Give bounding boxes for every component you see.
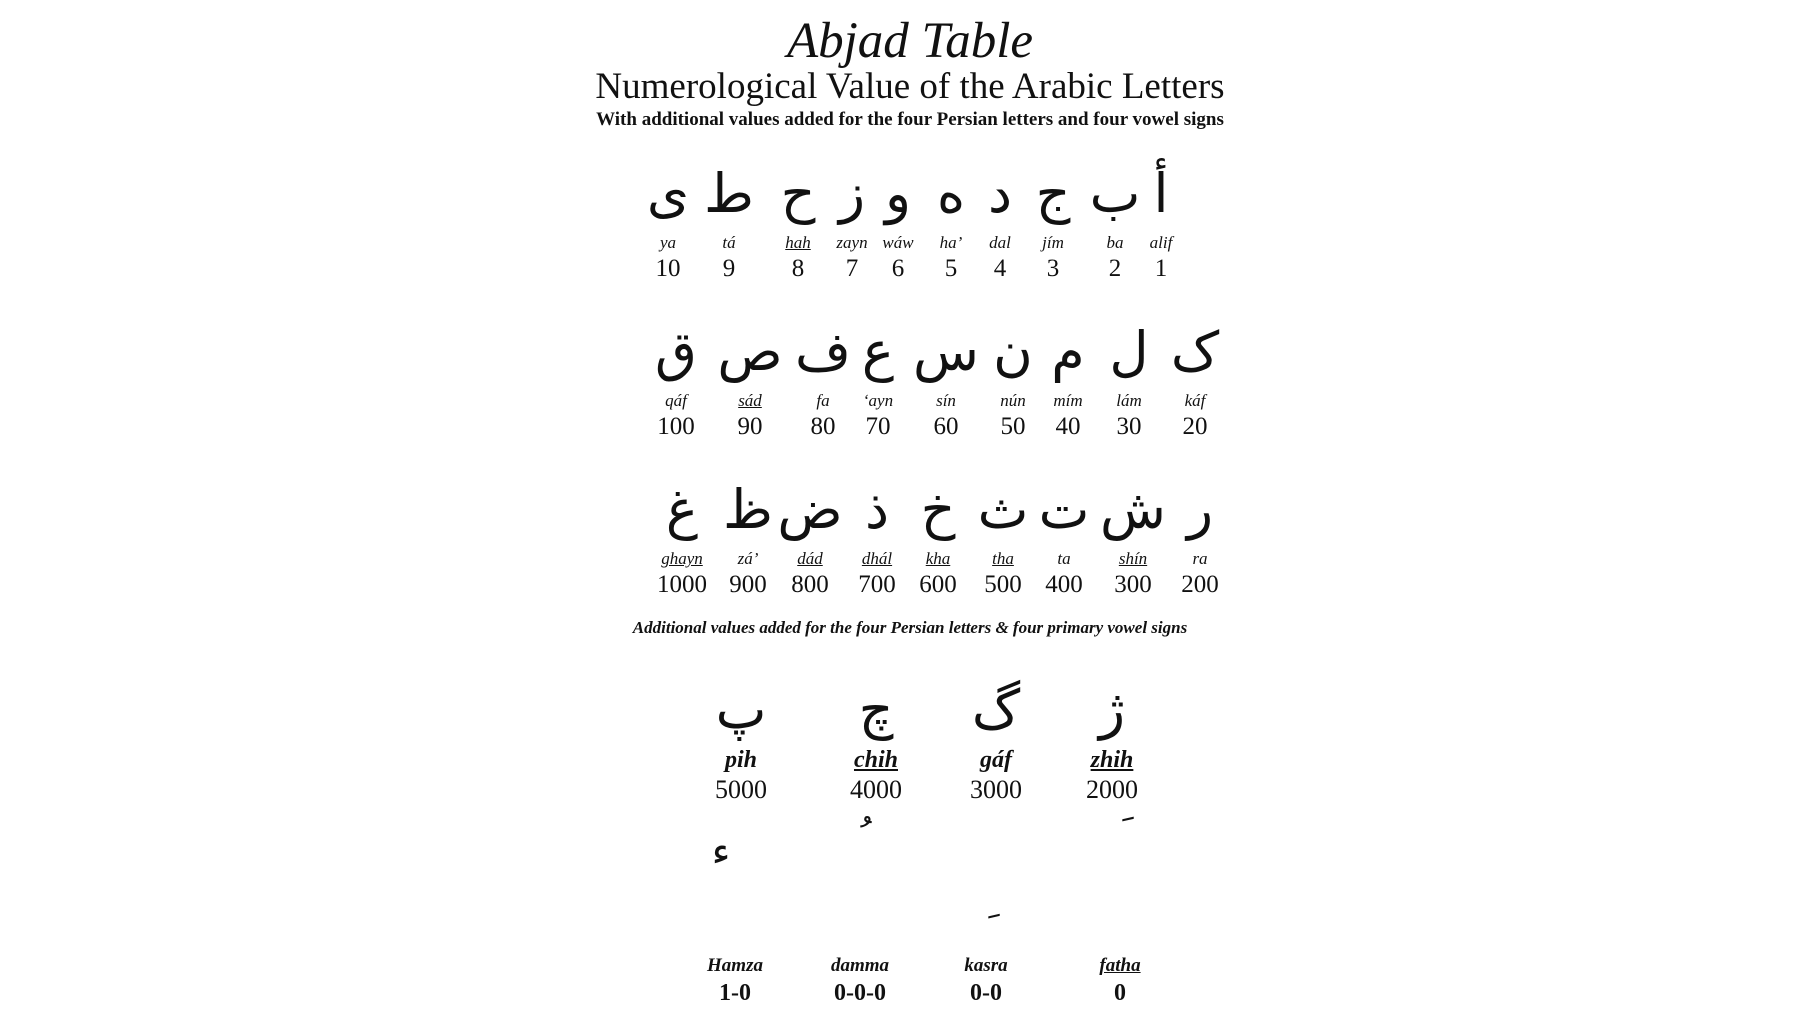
letter-value: 2 (1108, 255, 1122, 282)
vowel-value: 1-0 (719, 980, 751, 1006)
vowel-name: damma (830, 955, 890, 976)
persian-transliteration: chih (853, 747, 898, 773)
vowel-name: fatha (1099, 955, 1141, 976)
arabic-letter: خ (920, 478, 956, 541)
vowel-name: kasra (964, 955, 1008, 976)
letter-value: 70 (865, 413, 891, 440)
letter-value: 200 (1181, 571, 1219, 598)
letter-value: 60 (933, 413, 959, 440)
arabic-letter: ه (936, 162, 966, 225)
arabic-letter: ج (1035, 162, 1071, 225)
letter-transliteration: lám (1116, 391, 1142, 410)
persian-transliteration: pih (724, 747, 757, 773)
persian-value: 2000 (1086, 775, 1138, 804)
letter-transliteration: káf (1184, 391, 1206, 410)
arabic-letter: ب (1089, 162, 1141, 225)
letter-value: 300 (1114, 571, 1152, 598)
vowel-cell (790, 954, 930, 1008)
arabic-letter: ش (1100, 478, 1166, 541)
vowel-value: 0-0 (970, 980, 1002, 1006)
letter-value: 10 (655, 255, 681, 282)
kasra-sign (954, 880, 1014, 920)
letter-transliteration: ghayn (661, 549, 703, 568)
letter-value: 50 (1000, 413, 1026, 440)
letter-transliteration: ra (1192, 549, 1208, 568)
letter-value: 80 (810, 413, 836, 440)
persian-letter-cell (1042, 678, 1182, 806)
vowel-cell (916, 954, 1056, 1008)
hamza-sign: ء (711, 829, 731, 875)
arabic-letter: د (987, 162, 1013, 225)
arabic-letter: ن (993, 320, 1033, 383)
letter-cell (1150, 320, 1240, 442)
arabic-letter: ع (861, 320, 895, 383)
vowel-cell (665, 954, 805, 1008)
persian-value: 3000 (970, 775, 1022, 804)
arabic-letter: ک (1170, 320, 1220, 383)
letter-value: 900 (729, 571, 767, 598)
letter-transliteration: nún (1000, 391, 1026, 410)
letter-transliteration: jím (1042, 233, 1064, 252)
letter-transliteration: tha (992, 549, 1014, 568)
persian-value: 5000 (715, 775, 767, 804)
letter-value: 40 (1055, 413, 1081, 440)
persian-transliteration: zhih (1090, 747, 1134, 773)
page-title: Abjad Table (786, 13, 1034, 69)
arabic-letter: و (884, 162, 912, 225)
letter-value: 6 (891, 255, 905, 282)
letter-transliteration: alif (1149, 233, 1173, 252)
arabic-letter: ض (777, 478, 843, 541)
fatha-sign (1088, 812, 1148, 852)
letter-value: 3 (1046, 255, 1060, 282)
letter-value: 500 (984, 571, 1022, 598)
arabic-letter: ث (977, 478, 1029, 541)
letter-value: 20 (1182, 413, 1208, 440)
letter-value: 600 (919, 571, 957, 598)
letter-transliteration: zá’ (737, 549, 759, 568)
letter-value: 4 (993, 255, 1007, 282)
letter-value: 5 (944, 255, 958, 282)
letter-transliteration: ta (1057, 549, 1071, 568)
arabic-letter: ذ (864, 478, 890, 541)
letter-transliteration: ba (1106, 233, 1124, 252)
vowel-cell (1050, 954, 1190, 1008)
letter-value: 800 (791, 571, 829, 598)
persian-letter: پ (715, 678, 767, 741)
letter-transliteration: dád (797, 549, 823, 568)
arabic-letter: ف (795, 320, 851, 383)
letter-cell (1116, 162, 1206, 284)
intro-note: With additional values added for the four Persian letters and four vowel signs (596, 109, 1224, 130)
letter-transliteration: hah (785, 233, 811, 252)
arabic-letter: ز (838, 162, 866, 225)
letter-value: 30 (1116, 413, 1142, 440)
additional-values-note: Additional values added for the four Persian letters & four primary vowel signs (632, 618, 1188, 637)
letter-transliteration: ‘ayn (862, 391, 894, 410)
vowel-value: 0-0-0 (834, 980, 886, 1006)
arabic-letter: ح (780, 162, 816, 225)
damma-sign (826, 818, 886, 858)
letter-cell (1155, 478, 1245, 600)
persian-letter: گ (971, 678, 1021, 741)
letter-value: 1 (1154, 255, 1168, 282)
letter-value: 1000 (657, 571, 707, 598)
letter-transliteration: qáf (665, 391, 687, 410)
persian-transliteration: gáf (980, 747, 1012, 773)
arabic-letter: ی (646, 162, 690, 225)
letter-transliteration: ya (659, 233, 677, 252)
letter-value: 8 (791, 255, 805, 282)
persian-letter-cell (806, 678, 946, 806)
letter-value: 700 (858, 571, 896, 598)
letter-value: 9 (722, 255, 736, 282)
arabic-letter: س (913, 320, 979, 383)
letter-transliteration: mím (1053, 391, 1083, 410)
vowel-value: 0 (1114, 980, 1126, 1006)
arabic-letter: ل (1109, 320, 1149, 383)
arabic-letter: ت (1038, 478, 1090, 541)
letter-transliteration: shín (1118, 549, 1148, 568)
letter-transliteration: kha (925, 549, 951, 568)
arabic-letter: غ (665, 478, 699, 541)
letter-value: 7 (845, 255, 859, 282)
persian-value: 4000 (850, 775, 902, 804)
letter-transliteration: fa (816, 391, 830, 410)
arabic-letter: ط (704, 162, 754, 225)
persian-letter: چ (858, 678, 894, 741)
letter-transliteration: dal (989, 233, 1011, 252)
letter-transliteration: wáw (882, 233, 914, 252)
letter-value: 90 (737, 413, 763, 440)
letter-transliteration: dhál (861, 549, 893, 568)
arabic-letter: أ (1153, 162, 1169, 225)
letter-value: 100 (657, 413, 695, 440)
letter-transliteration: sád (738, 391, 762, 410)
letter-transliteration: tá (722, 233, 736, 252)
arabic-letter: ق (655, 320, 697, 383)
arabic-letter: ص (717, 320, 783, 383)
letter-transliteration: sín (936, 391, 956, 410)
vowel-name: Hamza (707, 955, 763, 976)
arabic-letter: ر (1186, 478, 1214, 541)
arabic-letter: ظ (723, 478, 773, 541)
persian-letter: ژ (1098, 678, 1126, 741)
letter-value: 400 (1045, 571, 1083, 598)
letter-transliteration: zayn (836, 233, 868, 252)
arabic-letter: م (1051, 320, 1085, 383)
persian-letter-cell (671, 678, 811, 806)
letter-transliteration: ha’ (939, 233, 963, 252)
page-subtitle: Numerological Value of the Arabic Letters (595, 66, 1225, 107)
